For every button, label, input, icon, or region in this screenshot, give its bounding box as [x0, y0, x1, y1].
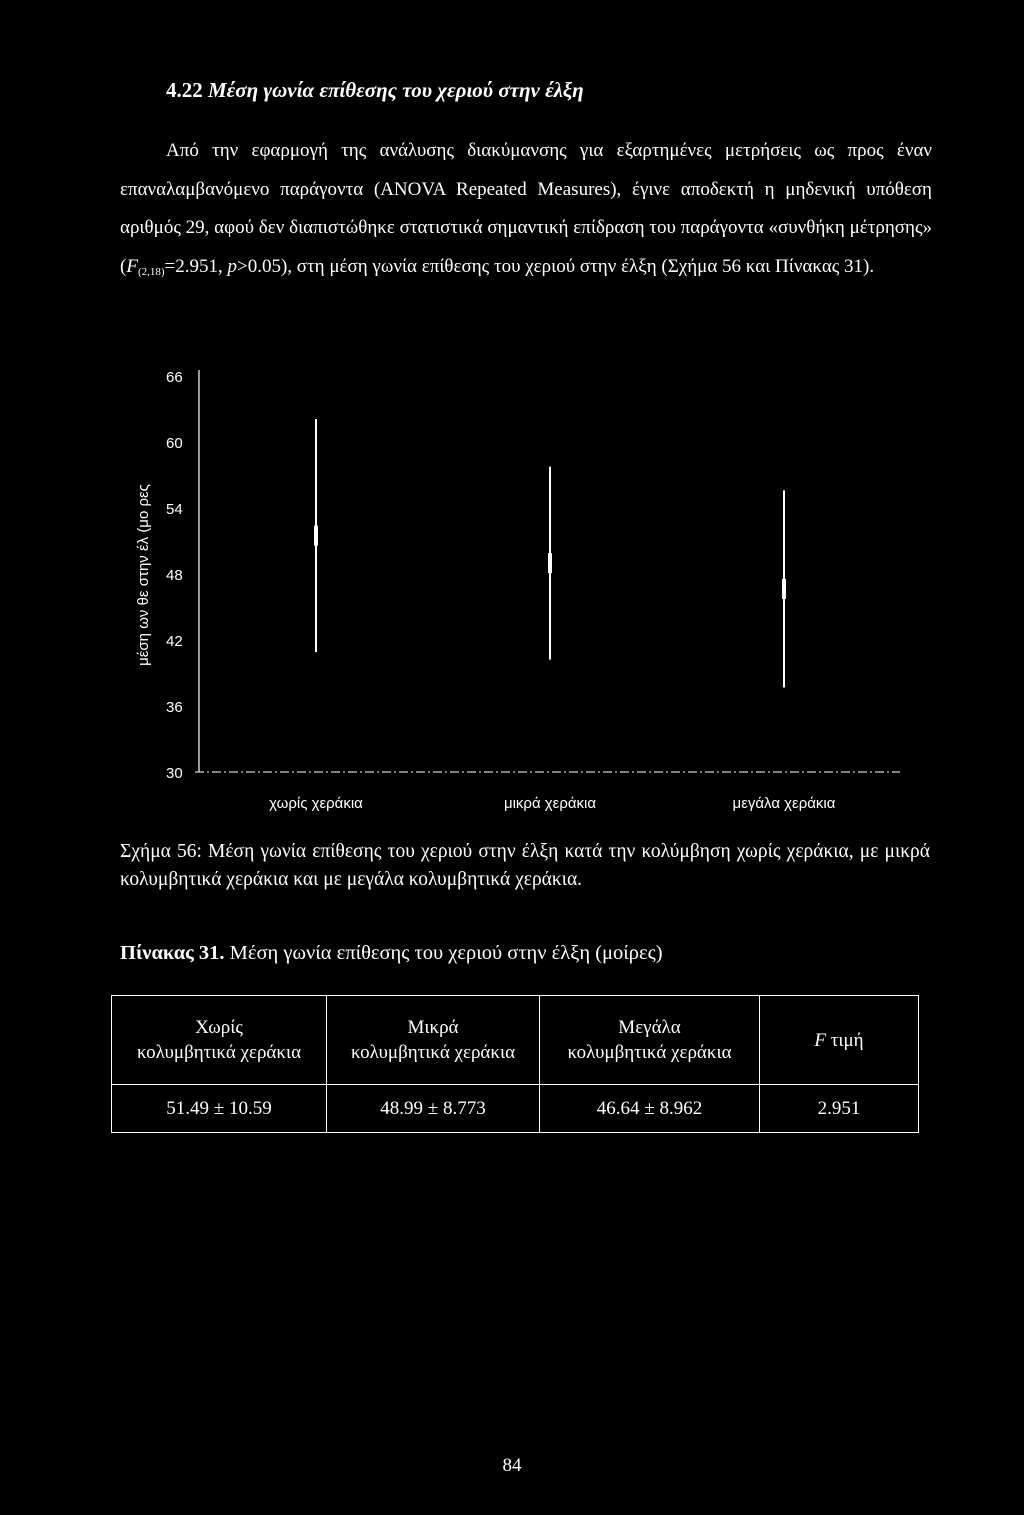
cell-large-paddles: 46.64 ± 8.962 [540, 1085, 760, 1133]
paragraph-text-2: >0.05), στη μέση γωνία επίθεσης του χεριού στην έλξη (Σχήμα 56 και Πίνακας 31). [236, 255, 875, 277]
table-title [120, 942, 663, 965]
header-large-paddles-line1: Μεγάλα [618, 1017, 681, 1038]
section-number: 4.22 [166, 78, 203, 102]
y-axis-label-group [135, 484, 152, 666]
x-category-label-2: μεγάλα χεράκια [732, 795, 836, 812]
f-subscript: (2,18) [137, 265, 165, 278]
header-small-paddles [327, 996, 540, 1085]
header-small-paddles-line1: Μικρά [407, 1017, 459, 1038]
mean-marker-0 [314, 526, 318, 546]
section-heading [166, 78, 584, 103]
y-axis-label: μέση ων θε στην έλ (μο ρες [135, 484, 152, 666]
header-large-paddles [540, 996, 760, 1085]
header-no-paddles-line2: κολυμβητικά χεράκια [136, 1042, 302, 1063]
y-tick-label-48: 48 [166, 567, 183, 584]
paragraph-text-1: Από την εφαρμογή της ανάλυσης διακύμανσης για εξαρτημένες μετρήσεις ως προς έναν επαναλαμβανόμενο παράγοντα (ANOVA Repeated Measures), έγινε αποδεκτή η μηδενική υπόθεση αριθμός 29, αφού δεν διαπιστώθηκε στατιστικά σημαντική επίδραση του παράγοντα «συνθήκη μέτρησης» ( [120, 140, 932, 277]
body-paragraph [120, 132, 932, 286]
mean-marker-2 [782, 579, 786, 599]
section-title: Μέση γωνία επίθεσης του χεριού στην έλξη [208, 78, 584, 102]
table-label: Πίνακας 31. [120, 942, 225, 964]
f-symbol: F [126, 255, 138, 277]
f-value: =2.951, [164, 255, 228, 277]
table-header-row [112, 996, 919, 1085]
x-category-label-0: χωρίς χεράκια [269, 795, 363, 812]
header-no-paddles-line1: Χωρίς [195, 1017, 243, 1038]
x-axis-categories [269, 795, 836, 812]
y-tick-label-60: 60 [166, 435, 183, 452]
mean-marker-1 [548, 553, 552, 573]
figure-caption: Σχήμα 56: Μέση γωνία επίθεσης του χεριού στην έλξη κατά την κολύμβηση χωρίς χεράκια, με μικρά κολυμβητικά χεράκια και με μεγάλα κολυμβητικά χεράκια. [120, 841, 930, 890]
page-number: 84 [502, 1455, 522, 1476]
error-bars [314, 419, 786, 687]
table-row [112, 1085, 919, 1133]
cell-f-value: 2.951 [760, 1085, 919, 1133]
header-no-paddles [112, 996, 327, 1085]
y-axis-ticks [166, 369, 183, 782]
header-small-paddles-line2: κολυμβητικά χεράκια [350, 1042, 516, 1063]
x-category-label-1: μικρά χεράκια [503, 795, 597, 812]
y-tick-label-66: 66 [166, 369, 183, 386]
table-title-text: Μέση γωνία επίθεσης του χεριού στην έλξη (μοίρες) [224, 942, 663, 964]
y-tick-label-36: 36 [166, 699, 183, 716]
p-symbol: p [227, 255, 237, 277]
y-tick-label-30: 30 [166, 765, 183, 782]
cell-no-paddles: 51.49 ± 10.59 [112, 1085, 327, 1133]
results-table [111, 995, 919, 1133]
header-f-word: τιμή [825, 1029, 864, 1051]
header-f-value [760, 996, 919, 1085]
header-f-symbol: F [814, 1029, 826, 1051]
y-tick-label-42: 42 [166, 633, 183, 650]
y-tick-label-54: 54 [166, 501, 183, 518]
error-bar-chart [0, 360, 1024, 830]
cell-small-paddles: 48.99 ± 8.773 [327, 1085, 540, 1133]
header-large-paddles-line2: κολυμβητικά χεράκια [567, 1042, 732, 1063]
